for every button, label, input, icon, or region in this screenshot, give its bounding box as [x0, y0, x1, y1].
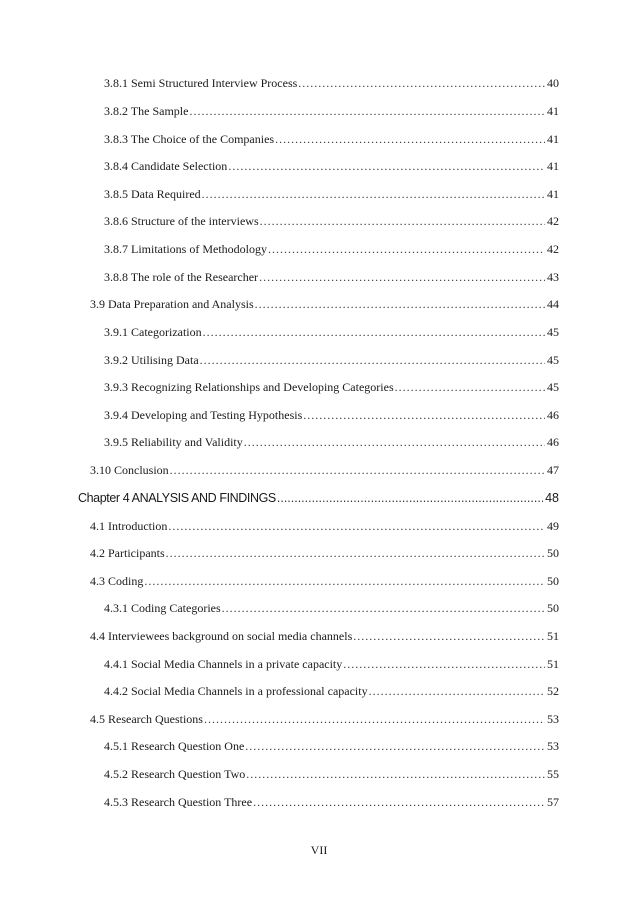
dot-leader	[200, 351, 545, 369]
dot-leader	[228, 157, 545, 175]
dot-leader	[298, 74, 545, 92]
dot-leader	[204, 710, 545, 728]
toc-entry-label: Chapter 4 ANALYSIS AND FINDINGS	[78, 491, 276, 505]
dot-leader	[277, 489, 543, 507]
toc-entry-label: 3.9.3 Recognizing Relationships and Developing Categories	[104, 380, 394, 394]
toc-entry-page: 41	[547, 187, 559, 201]
toc-entry-3-9[interactable]	[90, 295, 559, 313]
toc-entry-page: 50	[547, 601, 559, 615]
dot-leader	[244, 433, 545, 451]
toc-entry-page: 53	[547, 739, 559, 753]
toc-entry-page: 52	[547, 684, 559, 698]
dot-leader	[189, 102, 545, 120]
toc-entry-label: 3.8.1 Semi Structured Interview Process	[104, 76, 298, 90]
toc-entry-label: 4.5.2 Research Question Two	[104, 767, 246, 781]
dot-leader	[303, 406, 545, 424]
toc-entry-4-3-1[interactable]	[104, 599, 559, 617]
dot-leader	[275, 130, 545, 148]
toc-entry-chapter-4[interactable]	[78, 489, 559, 507]
toc-entry-page: 45	[547, 325, 559, 339]
dot-leader	[166, 544, 545, 562]
toc-entry-3-8-6[interactable]	[104, 212, 559, 230]
toc-entry-3-9-1[interactable]	[104, 323, 559, 341]
toc-entry-4-2[interactable]	[90, 544, 559, 562]
dot-leader	[203, 323, 545, 341]
toc-entry-page: 46	[547, 408, 559, 422]
toc-entry-page: 45	[547, 380, 559, 394]
toc-entry-label: 3.8.4 Candidate Selection	[104, 159, 228, 173]
toc-entry-label: 3.9 Data Preparation and Analysis	[90, 297, 254, 311]
toc-entry-page: 42	[547, 242, 559, 256]
toc-entry-label: 4.4.2 Social Media Channels in a professional capacity	[104, 684, 368, 698]
toc-entry-label: 3.8.3 The Choice of the Companies	[104, 132, 275, 146]
toc-entry-page: 42	[547, 214, 559, 228]
toc-entry-page: 48	[545, 491, 559, 505]
toc-entry-label: 3.9.4 Developing and Testing Hypothesis	[104, 408, 303, 422]
toc-entry-label: 3.9.5 Reliability and Validity	[104, 435, 243, 449]
toc-entry-page: 51	[547, 629, 559, 643]
toc-entry-page: 41	[547, 132, 559, 146]
toc-entry-3-8-4[interactable]	[104, 157, 559, 175]
toc-entry-label: 4.3.1 Coding Categories	[104, 601, 221, 615]
toc-entry-4-3[interactable]	[90, 572, 559, 590]
toc-entry-page: 51	[547, 657, 559, 671]
toc-entry-label: 4.5 Research Questions	[90, 712, 203, 726]
dot-leader	[245, 737, 545, 755]
toc-entry-3-10[interactable]	[90, 461, 559, 479]
toc-entry-4-4-1[interactable]	[104, 655, 559, 673]
toc-entry-4-5-3[interactable]	[104, 793, 559, 811]
toc-entry-label: 3.8.6 Structure of the interviews	[104, 214, 259, 228]
toc-entry-4-5-2[interactable]	[104, 765, 559, 783]
toc-entry-page: 46	[547, 435, 559, 449]
toc-entry-4-4-2[interactable]	[104, 682, 559, 700]
dot-leader	[168, 517, 545, 535]
toc-entry-page: 44	[547, 297, 559, 311]
dot-leader	[369, 682, 545, 700]
toc-entry-4-1[interactable]	[90, 517, 559, 535]
toc-entry-3-9-4[interactable]	[104, 406, 559, 424]
toc-entry-3-9-3[interactable]	[104, 378, 559, 396]
toc-entry-3-8-2[interactable]	[104, 102, 559, 120]
dot-leader	[222, 599, 545, 617]
toc-entry-page: 40	[547, 76, 559, 90]
dot-leader	[268, 240, 545, 258]
toc-entry-page: 53	[547, 712, 559, 726]
toc-entry-label: 4.2 Participants	[90, 546, 165, 560]
toc-entry-page: 50	[547, 546, 559, 560]
toc-entry-label: 3.9.2 Utilising Data	[104, 353, 199, 367]
dot-leader	[395, 378, 545, 396]
toc-entry-page: 45	[547, 353, 559, 367]
dot-leader	[253, 793, 545, 811]
toc-entry-3-8-3[interactable]	[104, 130, 559, 148]
toc-entry-3-8-8[interactable]	[104, 268, 559, 286]
toc-entry-label: 4.3 Coding	[90, 574, 144, 588]
dot-leader	[246, 765, 545, 783]
toc-entry-page: 55	[547, 767, 559, 781]
toc-entry-label: 4.5.3 Research Question Three	[104, 795, 253, 809]
toc-entry-3-8-5[interactable]	[104, 185, 559, 203]
dot-leader	[255, 295, 545, 313]
dot-leader	[144, 572, 545, 590]
toc-entry-3-8-7[interactable]	[104, 240, 559, 258]
dot-leader	[260, 212, 545, 230]
toc-entry-label: 4.4 Interviewees background on social media channels	[90, 629, 353, 643]
toc-entry-4-5-1[interactable]	[104, 737, 559, 755]
toc-entry-label: 4.5.1 Research Question One	[104, 739, 245, 753]
dot-leader	[343, 655, 545, 673]
dot-leader	[353, 627, 545, 645]
toc-entry-label: 4.1 Introduction	[90, 519, 168, 533]
toc-entry-label: 3.9.1 Categorization	[104, 325, 202, 339]
toc-entry-3-8-1[interactable]	[104, 74, 559, 92]
toc-entry-label: 3.10 Conclusion	[90, 463, 169, 477]
dot-leader	[259, 268, 545, 286]
toc-entry-label: 3.8.5 Data Required	[104, 187, 201, 201]
toc-entry-label: 3.8.2 The Sample	[104, 104, 189, 118]
toc-entry-page: 57	[547, 795, 559, 809]
toc-entry-4-4[interactable]	[90, 627, 559, 645]
toc-entry-page: 50	[547, 574, 559, 588]
toc-entry-4-5[interactable]	[90, 710, 559, 728]
dot-leader	[170, 461, 545, 479]
toc-entry-label: 4.4.1 Social Media Channels in a private capacity	[104, 657, 343, 671]
page-number: VII	[310, 843, 328, 857]
toc-entry-3-9-5[interactable]	[104, 433, 559, 451]
toc-entry-label: 3.8.7 Limitations of Methodology	[104, 242, 267, 256]
toc-entry-page: 43	[547, 270, 559, 284]
toc-entry-label: 3.8.8 The role of the Researcher	[104, 270, 259, 284]
dot-leader	[202, 185, 545, 203]
toc-entry-page: 41	[547, 159, 559, 173]
toc-entry-page: 49	[547, 519, 559, 533]
toc-entry-page: 41	[547, 104, 559, 118]
toc-entry-3-9-2[interactable]	[104, 351, 559, 369]
toc-entry-page: 47	[547, 463, 559, 477]
